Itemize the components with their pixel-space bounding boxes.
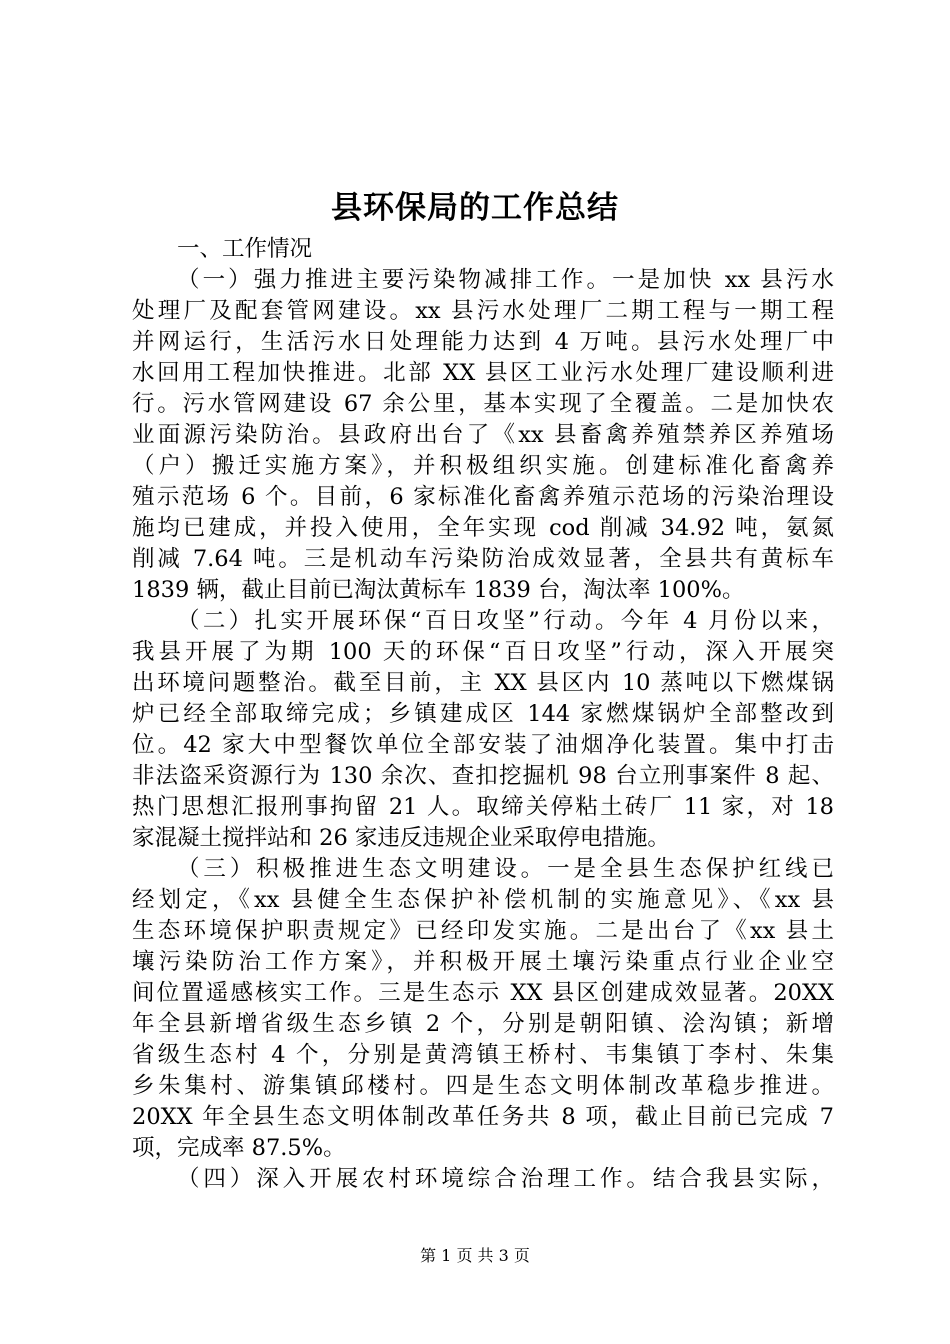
page-footer: 第 1 页 共 3 页 (420, 1246, 530, 1265)
body-line: 20XX 年全县生态文明体制改革任务共 8 项，截止目前已完成 7 (132, 1104, 834, 1130)
document-body (132, 234, 834, 1195)
body-line: 项，完成率 87.5%。 (132, 1135, 346, 1161)
body-line: 间位置遥感核实工作。三是生态示 XX 县区创建成效显著。20XX (132, 980, 834, 1006)
body-line: 业面源污染防治。县政府出台了《xx 县畜禽养殖禁养区养殖场 (132, 422, 834, 448)
body-line: 生态环境保护职责规定》已经印发实施。二是出台了《xx 县土 (132, 918, 834, 944)
body-line: 一、工作情况 (177, 236, 313, 262)
page-title: 县环保局的工作总结 (331, 190, 619, 226)
body-line: 乡朱集村、游集镇邱楼村。四是生态文明体制改革稳步推进。 (132, 1073, 834, 1099)
body-line: （三）积极推进生态文明建设。一是全县生态保护红线已 (177, 856, 834, 882)
body-line: （一）强力推进主要污染物减排工作。一是加快 xx 县污水 (177, 267, 834, 293)
body-line: 削减 7.64 吨。三是机动车污染防治成效显著，全县共有黄标车 (132, 546, 834, 572)
body-line: 水回用工程加快推进。北部 XX 县区工业污水处理厂建设顺利进 (132, 360, 834, 386)
body-line: 热门思想汇报刑事拘留 21 人。取缔关停粘土砖厂 11 家，对 18 (132, 794, 834, 820)
body-line: 位。42 家大中型餐饮单位全部安装了油烟净化装置。集中打击 (132, 732, 834, 758)
body-line: 非法盗采资源行为 130 余次、查扣挖掘机 98 台立刑事案件 8 起、 (132, 763, 834, 789)
body-line: 省级生态村 4 个，分别是黄湾镇王桥村、韦集镇丁李村、朱集 (132, 1042, 834, 1068)
body-line: 经划定，《xx 县健全生态保护补偿机制的实施意见》、《xx 县 (132, 887, 834, 913)
body-line: 行。污水管网建设 67 余公里，基本实现了全覆盖。二是加快农 (132, 391, 834, 417)
body-line: 1839 辆，截止目前已淘汰黄标车 1839 台，淘汰率 100%。 (132, 577, 745, 603)
body-line: 施均已建成，并投入使用，全年实现 cod 削减 34.92 吨，氨氮 (132, 515, 834, 541)
body-line: 炉已经全部取缔完成；乡镇建成区 144 家燃煤锅炉全部整改到 (132, 701, 834, 727)
body-line: 出环境问题整治。截至目前，主 XX 县区内 10 蒸吨以下燃煤锅 (132, 670, 834, 696)
body-line: 并网运行，生活污水日处理能力达到 4 万吨。县污水处理厂中 (132, 329, 834, 355)
body-line: 年全县新增省级生态乡镇 2 个，分别是朝阳镇、浍沟镇；新增 (132, 1011, 834, 1037)
body-line: 我县开展了为期 100 天的环保“百日攻坚”行动，深入开展突 (132, 639, 834, 665)
body-line: 家混凝土搅拌站和 26 家违反违规企业采取停电措施。 (132, 825, 670, 851)
body-line: 处理厂及配套管网建设。xx 县污水处理厂二期工程与一期工程 (132, 298, 834, 324)
body-line: 殖示范场 6 个。目前，6 家标准化畜禽养殖示范场的污染治理设 (132, 484, 834, 510)
body-line: （二）扎实开展环保“百日攻坚”行动。今年 4 月份以来， (177, 608, 834, 634)
body-line: 壤污染防治工作方案》，并积极开展土壤污染重点行业企业空 (132, 949, 834, 975)
body-line: （户）搬迁实施方案》，并积极组织实施。创建标准化畜禽养 (132, 453, 834, 479)
body-line: （四）深入开展农村环境综合治理工作。结合我县实际， (177, 1166, 834, 1192)
